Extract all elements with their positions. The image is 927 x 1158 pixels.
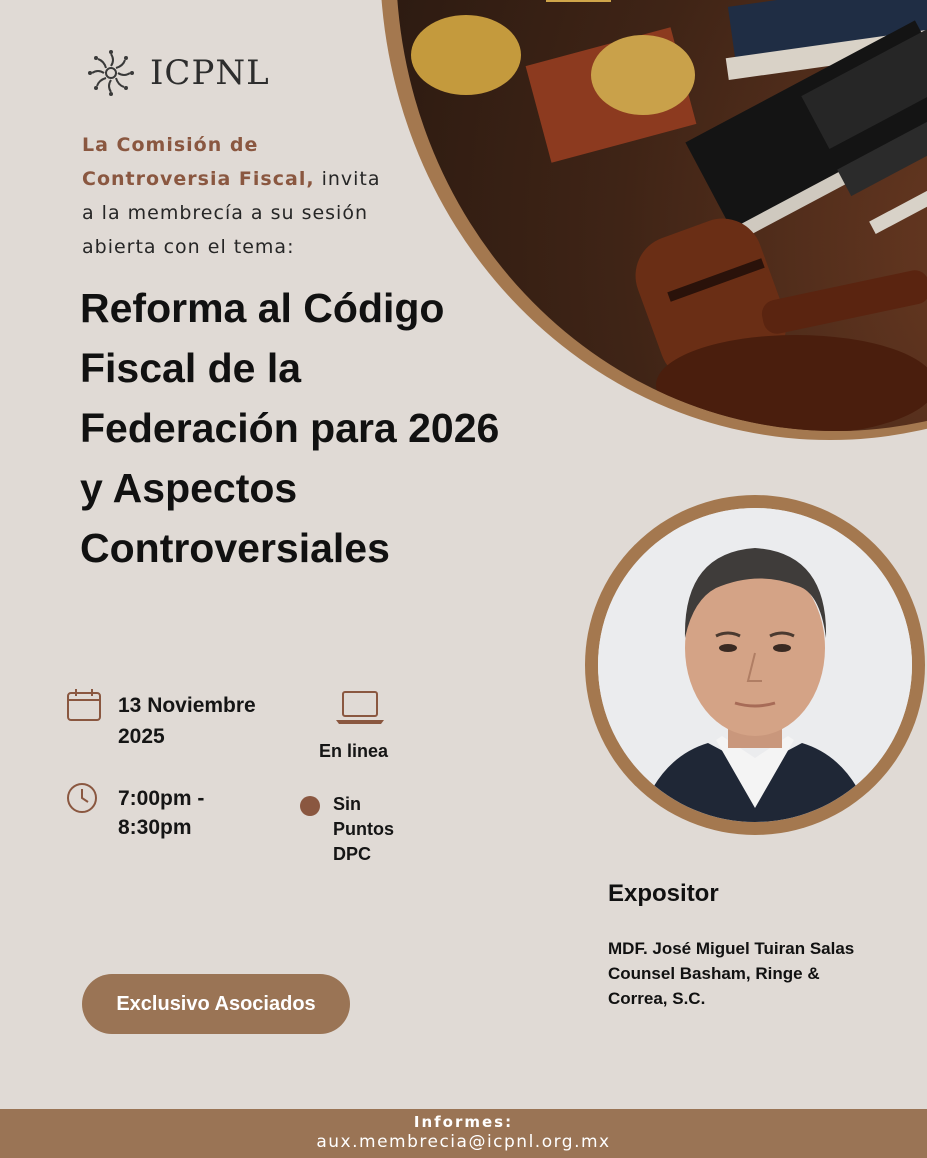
logo-text: ICPNL [150,53,270,93]
intro-rest: invita [314,168,381,190]
speaker-role: Counsel Basham, Ringe & Correa, S.C. [608,964,820,1008]
dot-icon [299,795,321,817]
event-points: Sin Puntos DPC [333,794,394,864]
contact-email[interactable]: aux.membrecia@icpnl.org.mx [316,1132,611,1152]
intro-highlight-2: Controversia Fiscal, [82,168,315,190]
intro-text [82,128,422,264]
event-mode: En linea [319,741,389,761]
speaker-name: MDF. José Miguel Tuiran Salas [608,939,855,958]
event-title: Reforma al Código Fiscal de la Federación para 2026 y Aspectos Controversiales [80,285,500,571]
intro-line-3: a la membrecía a su sesión [82,202,368,224]
calendar-icon [66,688,102,722]
exclusive-badge: Exclusivo Asociados [82,974,350,1034]
sunburst-icon [82,44,140,102]
speaker-info [608,936,878,1011]
event-date: 13 Noviembre 2025 [118,694,256,748]
speaker-photo [598,508,912,822]
event-time: 7:00pm - 8:30pm [118,787,205,839]
logo [82,44,270,102]
footer [0,1109,927,1158]
intro-line-4: abierta con el tema: [82,236,295,258]
footer-label: Informes: [413,1113,514,1131]
intro-highlight-1: La Comisión de [82,134,259,156]
speaker-heading: Expositor [608,880,719,907]
laptop-icon [335,690,385,726]
clock-icon [66,782,98,814]
